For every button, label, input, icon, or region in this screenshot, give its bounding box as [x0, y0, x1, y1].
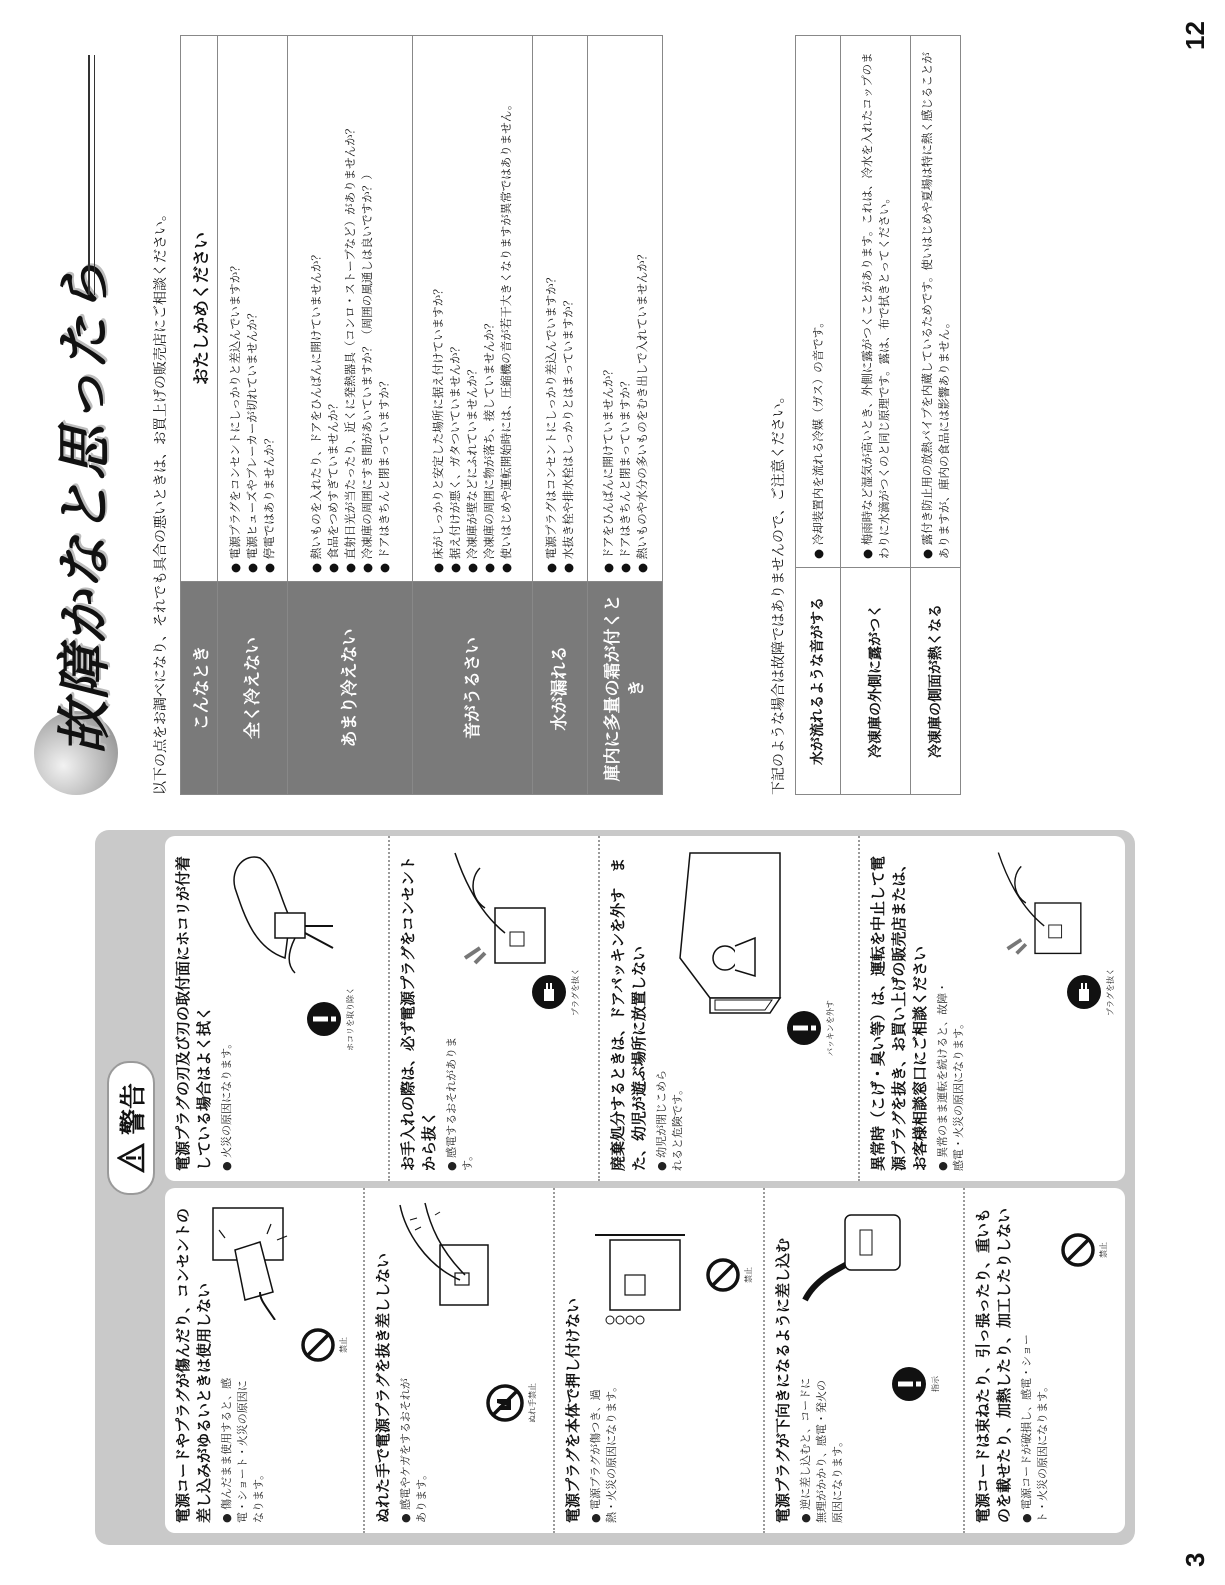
- check-item: ● 熱いものを入れたり、ドアをひんぱんに開けていませんか？: [308, 44, 325, 573]
- mark-label: 禁止: [339, 1337, 348, 1353]
- warning-body: ● 幼児が閉じこめられると危険です。: [654, 1061, 686, 1171]
- table-row: [911, 36, 961, 795]
- warning-heading: 異常時（こげ・臭い等）は、運転を中止して電源プラグを抜き、お買い上げの販売店または、お客様相談窓口にご相談ください: [869, 855, 929, 1171]
- warning-column-right: [165, 836, 1125, 1181]
- table-row: [413, 36, 533, 795]
- remove-packing-mark: [785, 1000, 836, 1056]
- warning-title: 警告: [118, 1083, 149, 1136]
- troubleshoot-header: [30, 35, 140, 795]
- warning-heading: お手入れの際は、必ず電源プラグをコンセントから抜く: [399, 855, 438, 1171]
- warning-item: [165, 836, 390, 1181]
- description-cell: ● 梅雨時など湿気が高いとき、外側に露がつくことがあります。これは、冷水を入れたコップのまわりに水滴がつくのと同じ原理です。露は、布で拭きとってください。: [841, 36, 911, 568]
- instruction-mark: [890, 1365, 941, 1403]
- warning-body: ● 火災の原因になります。: [219, 1021, 235, 1171]
- symptom-cell: 水が流れるような音がする: [796, 568, 841, 795]
- description-cell: ● 冷却装置内を流れる冷媒（ガス）の音です。: [796, 36, 841, 568]
- warning-body: ● 電源コードが破損し、感電・ショート・火災の原因になります。: [1019, 1323, 1051, 1523]
- mark-label: プラグを抜く: [571, 968, 580, 1016]
- plug-downward-illustration: [795, 1200, 905, 1320]
- warning-heading: 電源コードやプラグが傷んだり、コンセントの差し込みがゆるいときは使用しない: [174, 1207, 213, 1523]
- warning-body: ● 感電やケガをするおそれがあります。: [398, 1373, 430, 1523]
- symptom-cell: 冷凍庫の外側に露がつく: [841, 568, 911, 795]
- mark-label: ぬれ手禁止: [528, 1383, 537, 1423]
- prohibited-mark: [705, 1257, 754, 1293]
- warning-heading: ぬれた手で電源プラグを抜き差ししない: [374, 1252, 392, 1523]
- warning-item: [965, 1188, 1125, 1533]
- page-number-right: 12: [1180, 21, 1210, 50]
- unplug-illustration: [440, 848, 550, 968]
- check-item: ● 電源プラグはコンセントにしっかり差込んでいますか？: [543, 44, 560, 573]
- mark-label: プラグを抜く: [1106, 968, 1115, 1016]
- unplug-mark: [530, 968, 581, 1016]
- exclamation-icon: [305, 1000, 343, 1038]
- unplug-mark: [1065, 968, 1116, 1016]
- warning-item: [860, 836, 1125, 1181]
- unplug-icon: [1065, 973, 1103, 1011]
- page-number-left: 3: [1180, 1552, 1210, 1567]
- symptom-cell: 冷凍庫の側面が熱くなる: [911, 568, 961, 795]
- unplug-illustration: [980, 848, 1090, 958]
- troubleshoot-table: [180, 35, 663, 795]
- wiping-plug-illustration: [215, 848, 335, 978]
- warning-item: [765, 1188, 965, 1533]
- warning-body: ● 逆に差し込むと、コードに無理がかかり、感電・発火の原因になります。: [798, 1373, 846, 1523]
- mark-label: パッキンを外す: [826, 1000, 835, 1056]
- symptom-cell: 水が漏れる: [533, 582, 588, 795]
- prohibited-icon: [705, 1257, 741, 1293]
- plug-socket-illustration: [205, 1200, 300, 1320]
- warning-panel: [95, 830, 1135, 1545]
- warning-item: [390, 836, 600, 1181]
- exclamation-icon: [785, 1009, 823, 1047]
- check-item: ● 冷凍庫の周囲に物が落ち、接していませんか？: [481, 44, 498, 573]
- column-header-when: こんなとき: [181, 582, 218, 795]
- wet-hand-plug-illustration: [395, 1200, 495, 1325]
- warning-heading: 電源プラグを本体で押し付けない: [564, 1297, 582, 1523]
- check-item: ● 使いはじめや運転開始時には、圧縮機の音が若干大きくなりますが異常ではありません。: [498, 44, 515, 573]
- title-rule: [88, 55, 90, 295]
- warning-heading: 電源プラグが下向きになるように差し込む: [774, 1237, 792, 1523]
- exclamation-icon: [890, 1365, 928, 1403]
- freezer-child-illustration: [660, 848, 800, 1018]
- unplug-icon: [530, 973, 568, 1011]
- check-item: ● 冷凍庫が壁などにふれていませんか？: [464, 44, 481, 573]
- table-row: [288, 36, 413, 795]
- mark-label: 禁止: [1099, 1242, 1108, 1258]
- prohibited-icon: [1060, 1232, 1096, 1268]
- not-fault-table: [795, 35, 961, 795]
- warning-heading: 電源コードは束ねたり、引っ張ったり、重いものを載せたり、加熱したり、加工したりしない: [974, 1207, 1013, 1523]
- freezer-pressing-plug-illustration: [590, 1200, 690, 1330]
- warning-body: ● 電源プラグが傷つき、過熱・火災の原因になります。: [588, 1373, 620, 1523]
- description-cell: ● 露付き防止用の放熱パイプを内蔵しているためです。使いはじめや夏場は特に熱く感じることがありますが、庫内の食品には影響ありません。: [911, 36, 961, 568]
- check-item: ● 熱いものや水分の多いものをむき出しで入れていませんか？: [634, 44, 651, 573]
- troubleshoot-intro: 以下の点をお調べになり、それでも具合の悪いときは、お買上げの販売店にご相談ください。: [153, 207, 169, 795]
- warning-body: ● 感電するおそれがあります。: [444, 1021, 476, 1171]
- check-item: ● 停電ではありませんか？: [261, 44, 278, 573]
- check-item: ● 直射日光が当たったり、近くに発熱器具（コンロ・ストーブなど）がありませんか？: [342, 44, 359, 573]
- check-item: ● ドアはきちんと閉まっていますか？: [617, 44, 634, 573]
- symptom-cell: 庫内に多量の霜が付くとき: [588, 582, 663, 795]
- symptom-cell: あまり冷えない: [288, 582, 413, 795]
- warning-heading: 電源プラグの刃及び刃の取付面にホコリが付着している場合はよく拭く: [174, 855, 213, 1171]
- column-header-check: おたしかめください: [181, 36, 218, 582]
- check-item: ● 床がしっかりと安定した場所に据え付けていますか？: [430, 44, 447, 573]
- check-item: ● ドアはきちんと閉まっていますか？: [376, 44, 393, 573]
- check-item: ● 食品をつめすぎていませんか？: [325, 44, 342, 573]
- table-row: [841, 36, 911, 795]
- not-fault-intro: 下記のような場合は故障ではありませんので、ご注意ください。: [771, 389, 787, 795]
- title-rule: [94, 55, 95, 295]
- prohibited-mark: [300, 1327, 349, 1363]
- prohibited-mark: [1060, 1232, 1109, 1268]
- check-cell: [288, 36, 413, 582]
- check-cell: [218, 36, 288, 582]
- warning-column-left: [165, 1188, 1125, 1533]
- symptom-cell: 音がうるさい: [413, 582, 533, 795]
- mark-label: 禁止: [744, 1267, 753, 1283]
- warning-title-badge: [107, 1061, 155, 1195]
- check-item: ● 水抜き栓や排水栓はしっかりとはまっていますか？: [560, 44, 577, 573]
- warning-item: [555, 1188, 765, 1533]
- mark-label: 指示: [931, 1376, 940, 1392]
- warning-body: ● 異常のまま運転を続けると、故障・感電・火災の原因になります。: [935, 971, 967, 1171]
- warning-item: [600, 836, 860, 1181]
- check-cell: [413, 36, 533, 582]
- table-row: [218, 36, 288, 795]
- wet-hand-prohibited-mark: [485, 1383, 538, 1423]
- troubleshoot-title: 故障かなと思ったら: [53, 260, 116, 755]
- check-item: ● 据え付けが悪く、ガタついていませんか？: [447, 44, 464, 573]
- warning-item: [165, 1188, 365, 1533]
- check-cell: [588, 36, 663, 582]
- check-item: ● ドアをひんぱんに開けていませんか？: [600, 44, 617, 573]
- table-row: [588, 36, 663, 795]
- check-cell: [533, 36, 588, 582]
- prohibited-icon: [300, 1327, 336, 1363]
- table-row: [796, 36, 841, 795]
- table-header-row: [181, 36, 218, 795]
- warning-body: ● 傷んだまま使用すると、感電・ショート・火災の原因になります。: [219, 1373, 267, 1523]
- check-item: ● 冷凍庫の周囲にすき間があいていますか？（周囲の風通しは良いですか？）: [359, 44, 376, 573]
- warning-heading: 廃棄処分するときは、ドアパッキンを外す また、幼児が遊ぶ場所に放置しない: [609, 857, 648, 1171]
- remove-dust-mark: [305, 987, 356, 1051]
- wet-hand-prohibited-icon: [485, 1383, 525, 1423]
- check-item: ● 電源ヒューズやブレーカーが切れていませんか？: [244, 44, 261, 573]
- warning-triangle-icon: [117, 1143, 145, 1173]
- mark-label: ホコリを取り除く: [346, 987, 355, 1051]
- table-row: [533, 36, 588, 795]
- check-item: ● 電源プラグをコンセントにしっかりと差込んでいますか？: [227, 44, 244, 573]
- warning-item: [365, 1188, 555, 1533]
- symptom-cell: 全く冷えない: [218, 582, 288, 795]
